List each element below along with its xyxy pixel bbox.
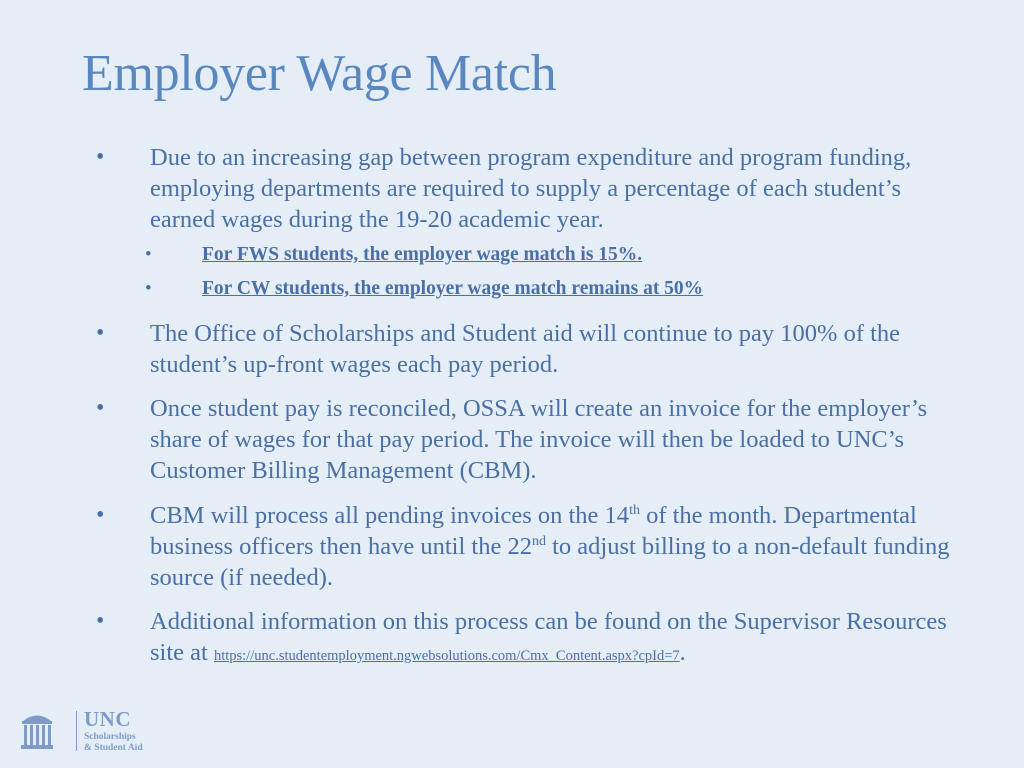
fws-match-link[interactable]: For FWS students, the employer wage match is 15%.	[202, 244, 643, 265]
bullet-text: Once student pay is reconciled, OSSA will create an invoice for the employer’s share of wages for that pay period. The invoice will then be loaded to UNC’s Customer Billing Management (CBM).	[150, 395, 928, 484]
supervisor-resources-link[interactable]: https://unc.studentemployment.ngwebsolutions.com/Cmx_Content.aspx?cpId=7	[213, 648, 680, 664]
bullet-marker: •	[96, 320, 105, 346]
unc-logo	[18, 707, 148, 755]
bullet-text	[150, 606, 950, 672]
bullet-marker: •	[96, 502, 105, 528]
text-segment: to adjust billing to a non-default funding source (if needed).	[150, 533, 950, 591]
ordinal-suffix: th	[629, 503, 640, 518]
logo-subtitle-line1: Scholarships	[84, 732, 136, 742]
bullet-text: Due to an increasing gap between program expenditure and program funding, employing departments are required to supply a percentage of each student’s earned wages during the 19-20 academic year.	[150, 144, 912, 233]
bullet-marker: •	[96, 608, 105, 634]
logo-divider	[76, 711, 77, 751]
bullet-marker: •	[96, 395, 105, 421]
text-segment: .	[679, 639, 686, 666]
cw-match-link[interactable]: For CW students, the employer wage match remains at 50%	[202, 278, 704, 299]
old-well-icon	[20, 711, 54, 751]
bullet-text: The Office of Scholarships and Student aid will continue to pay 100% of the student’s up-front wages each pay period.	[150, 320, 901, 378]
bullet-marker: •	[96, 144, 105, 170]
page-title: Employer Wage Match	[82, 45, 557, 102]
text-segment: of the month. Departmental business officers then have until the 22	[150, 502, 917, 560]
bullet-text	[150, 500, 950, 593]
ordinal-suffix: nd	[531, 534, 546, 549]
text-segment: CBM will process all pending invoices on the 14	[150, 502, 630, 529]
logo-wordmark: UNC	[84, 707, 131, 731]
logo-subtitle-line2: & Student Aid	[84, 743, 143, 753]
bullet-marker: •	[145, 244, 152, 265]
bullet-marker: •	[145, 278, 152, 299]
text-segment: Additional information on this process can be found on the Supervisor Resources site at	[150, 608, 947, 666]
